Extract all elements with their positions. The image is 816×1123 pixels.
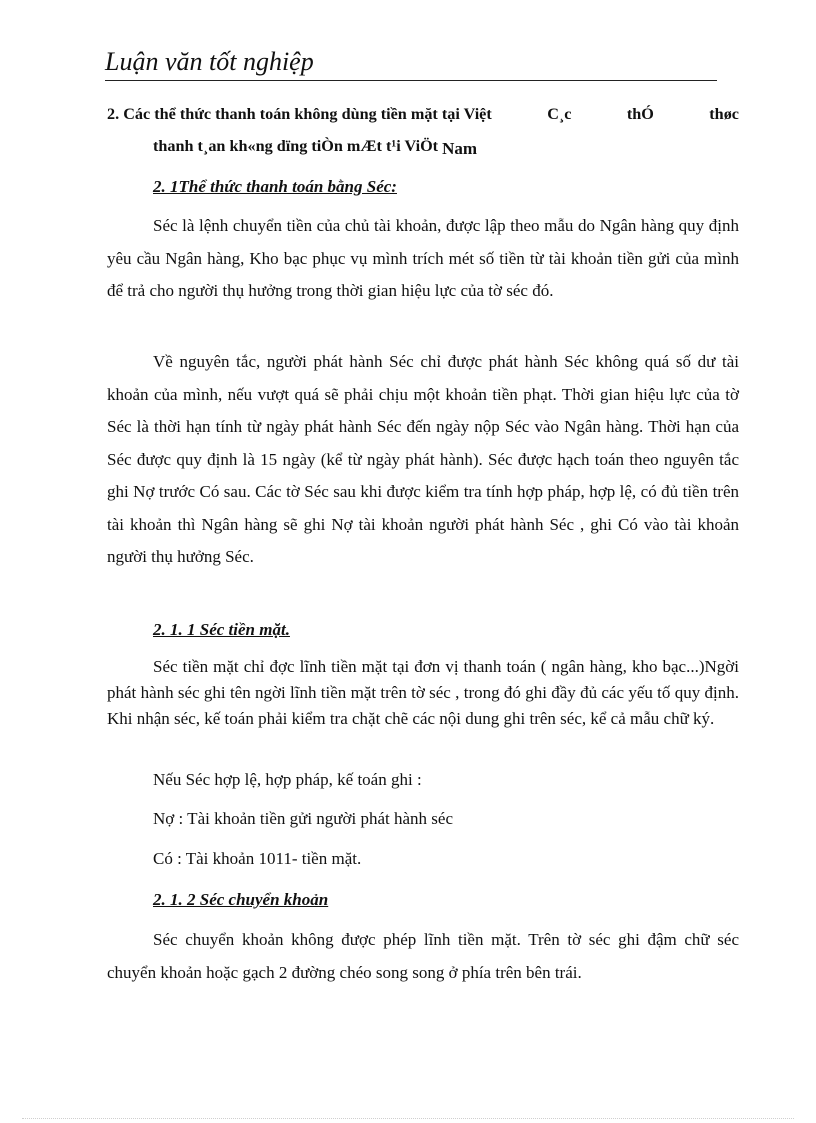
paragraph-cash-cheque: Séc tiền mặt chỉ đợc lĩnh tiền mặt tại đơn vị thanh toán ( ngân hàng, kho bạc...)Ngời phát hành séc ghi tên ngời lĩnh tiền mặt trên tờ séc , trong đó ghi đầy đủ các yếu tố quy định. Khi nhận séc, kế toán phải kiểm tra chặt chẽ các nội dung ghi trên séc, kể cả mẫu chữ ký. (107, 657, 739, 728)
garbled-heading-end: Nam (442, 139, 478, 158)
section-heading-line-2 (107, 134, 739, 158)
paragraph-cheque-definition: Séc là lệnh chuyển tiền của chủ tài khoản, được lập theo mẫu do Ngân hàng quy định yêu cầu Ngân hàng, Kho bạc phục vụ mình trích mét số tiền từ tài khoản tiền gửi của mình để trả cho người thụ hưởng trong thời gian hiệu lực của tờ séc đó. (107, 216, 739, 300)
garbled-heading-text: thanh t¸an kh«ng dïng tiÒn mÆt t¹i ViÖt (153, 137, 439, 155)
garbled-word-3: thøc (709, 105, 739, 123)
page-header (105, 44, 717, 81)
subsection-title-cheque: 2. 1Thể thức thanh toán bằng Séc: (153, 177, 397, 196)
header-title: Luận văn tốt nghiệp (105, 47, 314, 76)
subsection-title-cash-cheque: 2. 1. 1 Séc tiền mặt. (153, 620, 290, 639)
line-credit-entry: Có : Tài khoản 1011- tiền mặt. (153, 849, 362, 868)
subsection-title-transfer-cheque: 2. 1. 2 Séc chuyển khoản (153, 890, 329, 909)
garbled-word-2: thÓ (626, 105, 654, 123)
footer-divider (22, 1118, 794, 1119)
paragraph-transfer-cheque: Séc chuyển khoản không được phép lĩnh tiền mặt. Trên tờ séc ghi đậm chữ séc chuyển khoản hoặc gạch 2 đường chéo song song ở phía trên bên trái. (107, 930, 739, 982)
line-valid-cheque: Nếu Séc hợp lệ, hợp pháp, kế toán ghi : (153, 770, 422, 789)
line-debit-entry: Nợ : Tài khoản tiền gửi người phát hành séc (153, 809, 454, 828)
garbled-word-1: C¸c (547, 105, 572, 123)
section-heading (107, 102, 739, 158)
section-heading-line-1 (107, 102, 739, 126)
section-heading-text: 2. Các thể thức thanh toán không dùng tiền mặt tại Việt (107, 105, 492, 123)
paragraph-cheque-principles: Về nguyên tắc, người phát hành Séc chỉ được phát hành Séc không quá số dư tài khoản của mình, nếu vượt quá sẽ phải chịu một khoản tiền phạt. Thời gian hiệu lực của tờ Séc là thời hạn tính từ ngày phát hành Séc đến ngày nộp Séc vào Ngân hàng. Thời hạn của Séc được quy định là 15 ngày (kể từ ngày phát hành). Séc được hạch toán theo nguyên tắc ghi Nợ trước Có sau. Các tờ Séc sau khi được kiểm tra tính hợp pháp, hợp lệ, có đủ tiền trên tài khoản thì Ngân hàng sẽ ghi Nợ tài khoản người phát hành Séc , ghi Có vào tài khoản người thụ hưởng Séc. (107, 352, 739, 566)
